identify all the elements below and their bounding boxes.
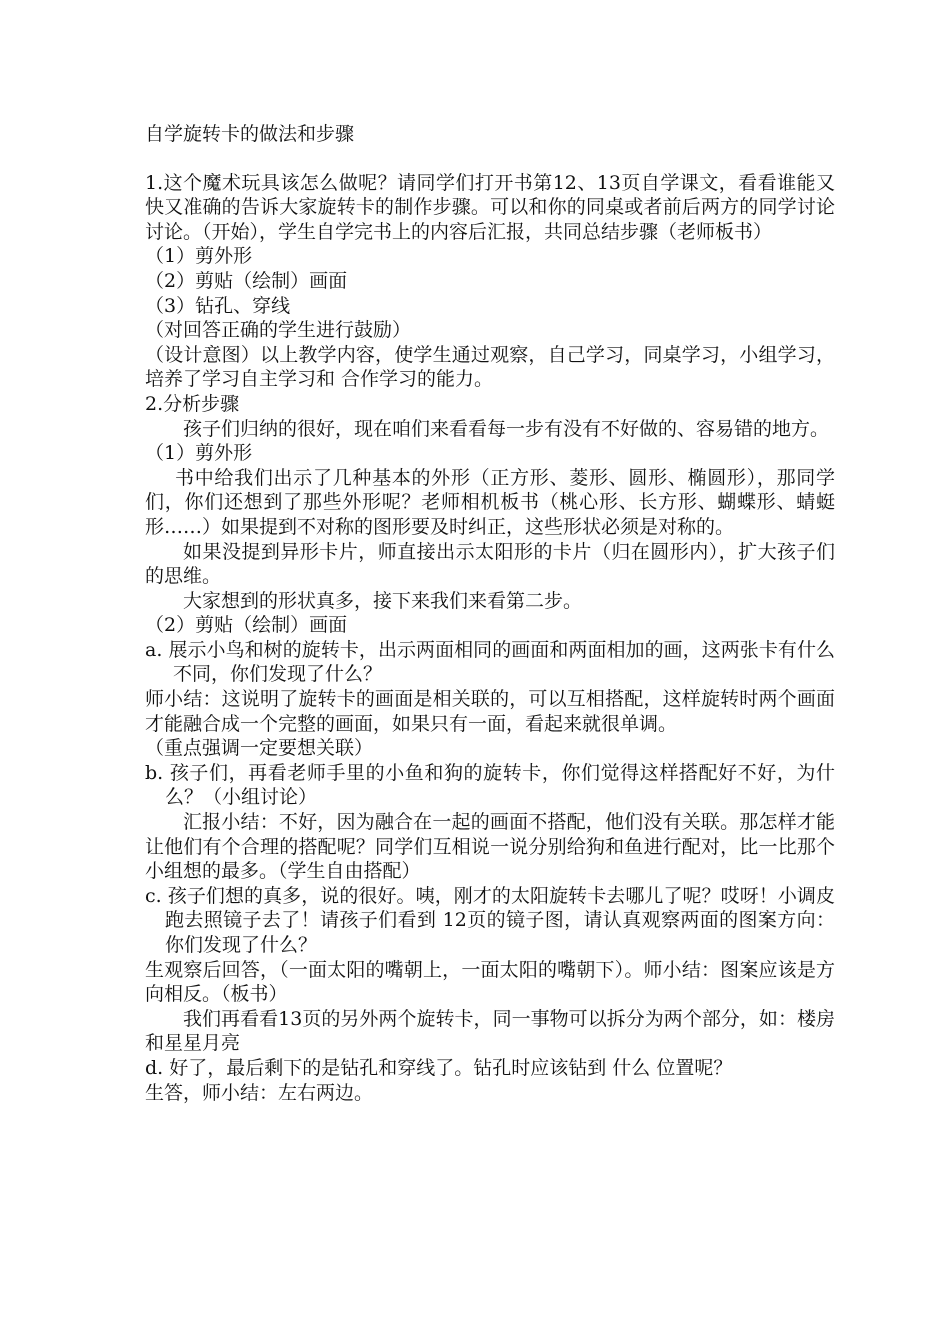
paragraph-encourage: （对回答正确的学生进行鼓励） [145,319,412,342]
document-page [145,122,835,1105]
paragraph-summary-b: 汇报小结：不好，因为融合在一起的画面不搭配，他们没有关联。那怎样才能让他们有个合理的搭配呢？同学们互相说一说分别给狗和鱼进行配对，比一比那个小组想的最多。（学生自由搭配） [145,811,835,883]
subheading-paste-picture: （2）剪贴（绘制）画面 [145,614,348,637]
step-item-drill-thread: （3）钻孔、穿线 [145,294,291,317]
paragraph-item-a: a. 展示小鸟和树的旋转卡，出示两面相同的画面和两面相加的画，这两张卡有什么不同，你们发现了什么？ [145,638,835,686]
step-item-paste-picture: （2）剪贴（绘制）画面 [145,269,348,292]
paragraph-summary-d: 生答，师小结：左右两边。 [145,1081,374,1104]
paragraph-emphasis: （重点强调一定要想关联） [145,737,374,760]
paragraph-item-c: c. 孩子们想的真多，说的很好。咦，刚才的太阳旋转卡去哪儿了呢？哎呀！小调皮跑去照镜子去了！请孩子们看到 12页的镜子图，请认真观察两面的图案方向：你们发现了什么？ [145,884,835,956]
paragraph-summary-a: 师小结：这说明了旋转卡的画面是相关联的，可以互相搭配，这样旋转时两个画面才能融合成一个完整的画面，如果只有一面，看起来就很单调。 [145,688,835,735]
paragraph-step1-intro: 1.这个魔术玩具该怎么做呢？请同学们打开书第12、13页自学课文，看看谁能又快又准确的告诉大家旋转卡的制作步骤。可以和你的同桌或者前后两方的同学讨论讨论。（开始），学生自学完书上的内容后汇报，共同总结步骤（老师板书） [145,171,835,243]
section-heading-analyze: 2.分析步骤 [145,392,240,415]
document-title: 自学旋转卡的做法和步骤 [145,123,355,145]
step-item-cut-shape: （1）剪外形 [145,245,253,268]
paragraph-next-step: 大家想到的形状真多，接下来我们来看第二步。 [183,589,583,612]
subheading-cut-shape: （1）剪外形 [145,442,253,465]
paragraph-answer-c: 生观察后回答，（一面太阳的嘴朝上，一面太阳的嘴朝下）。师小结：图案应该是方向相反。（板书） [145,958,835,1006]
paragraph-sun-card: 如果没提到异形卡片，师直接出示太阳形的卡片（归在圆形内），扩大孩子们的思维。 [145,540,835,588]
paragraph-shapes: 书中给我们出示了几种基本的外形（正方形、菱形、圆形、椭圆形），那同学们，你们还想到了那些外形呢？老师相机板书（桃心形、长方形、蝴蝶形、蜻蜓形……）如果提到不对称的图形要及时纠正，这些形状必须是对称的。 [145,466,835,538]
paragraph-design-intent: （设计意图）以上教学内容，使学生通过观察，自己学习，同桌学习，小组学习，培养了学习自主学习和 合作学习的能力。 [145,343,835,391]
paragraph-analyze-intro: 孩子们归纳的很好，现在咱们来看看每一步有没有不好做的、容易错的地方。 [183,417,830,440]
paragraph-item-b: b. 孩子们，再看老师手里的小鱼和狗的旋转卡，你们觉得这样搭配好不好，为什么？（小组讨论） [145,761,835,809]
paragraph-item-d: d. 好了，最后剩下的是钻孔和穿线了。钻孔时应该钻到 什么 位置呢？ [145,1056,733,1079]
paragraph-page13: 我们再看看13页的另外两个旋转卡，同一事物可以拆分为两个部分，如：楼房和星星月亮 [145,1007,835,1055]
